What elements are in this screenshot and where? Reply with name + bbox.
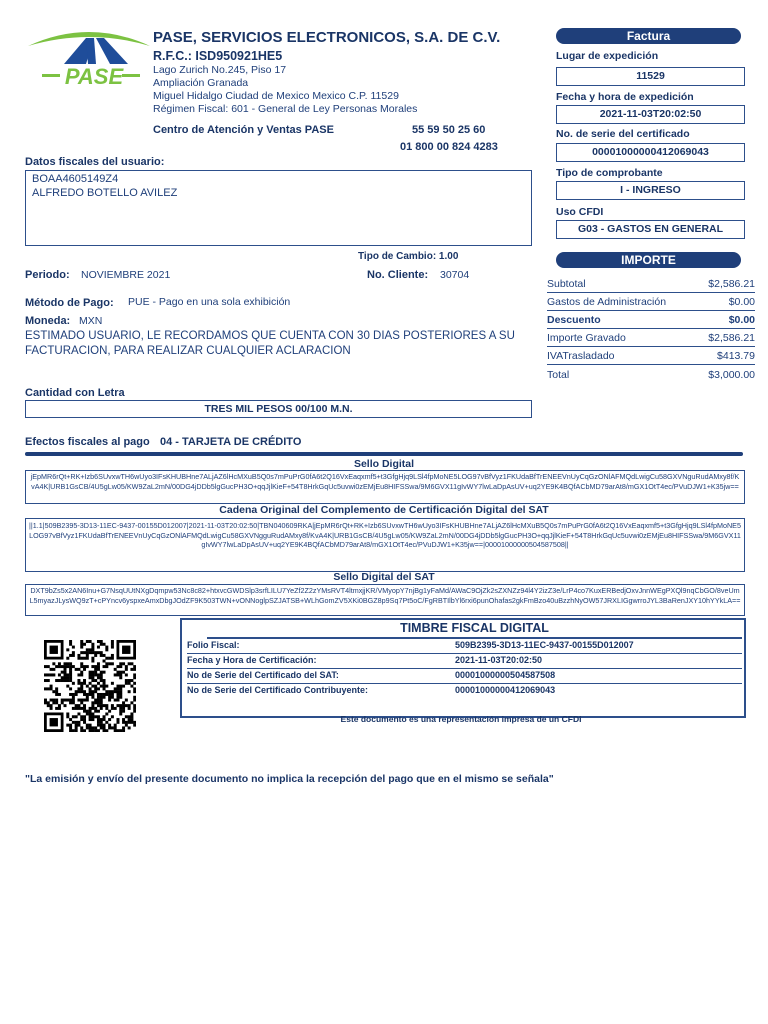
timbre-row [187,668,742,684]
pase-logo [24,24,154,94]
notice-line-1: ESTIMADO USUARIO, LE RECORDAMOS QUE CUENTA CON 30 DIAS POSTERIORES A SU [25,330,515,342]
serie-label: No. de serie del certificado [556,128,690,140]
importe-row-label: Descuento [547,314,601,326]
timbre-row-label: No de Serie del Certificado del SAT: [187,670,339,680]
importe-row-label: Total [547,369,570,381]
importe-row [547,312,755,329]
timbre-row-label: Fecha y Hora de Certificación: [187,655,317,665]
phone-2: 01 800 00 824 4283 [400,141,498,153]
efectos-value: 04 - TARJETA DE CRÉDITO [160,436,302,448]
section-divider [25,452,743,456]
uso-cfdi-label: Uso CFDI [556,206,604,218]
company-address-1: Lago Zurich No.245, Piso 17 [153,64,287,76]
importe-row-label: Importe Gravado [547,332,626,344]
tipo-cambio: Tipo de Cambio: 1.00 [358,251,459,262]
user-name: ALFREDO BOTELLO AVILEZ [32,187,178,199]
timbre-row-value: 00001000000412069043 [455,685,556,695]
cadena-original-text: ||1.1|509B2395-3D13-11EC-9437-00155D012007|2021-11-03T20:02:50|TBN040609RKA|jEpMR6rQt+RK+Izb6SUvxwTH6wUyo3IFsKHUBHne7ALjAZ6lHcMXuB5Q0s7mPuPrG0fA6t2Q16VxEaqxmf5+t3GfgHjq9LSl4fpMoNE5LOG97vBfVyz1FKUdaBfTrENEEVnUyCqGzONlAFMQdLwigCu58GXVNgguRudAMxy8f/KvA4K|URB1GsCB/4U5gLw05/KW9ZaL2mN/00DG4jDDb5lgGucPH3O+qqJjlKieF+54T8HrkGqUc5uvwi0zEMjEu8HIFSSwa/9M6GVX11gIvWY7lwLaDpAsUV+uq2YE9K4BQfACbMD79arAt8/mGX1OtT4ec/PVuDJW1+K35jw==|00001000000504587508|| [25,518,745,572]
importe-row [547,330,755,347]
company-regimen: Régimen Fiscal: 601 - General de Ley Personas Morales [153,103,418,115]
company-rfc: R.F.C.: ISD950921HE5 [153,49,283,63]
efectos-label: Efectos fiscales al pago [25,436,150,448]
importe-row-value: $2,586.21 [708,332,755,344]
timbre-row [187,638,742,654]
cadena-original-title: Cadena Original del Complemento de Certificación Digital del SAT [219,504,549,516]
periodo-value: NOVIEMBRE 2021 [81,269,171,281]
timbre-row [187,653,742,669]
sello-sat-title: Sello Digital del SAT [333,571,435,583]
timbre-row [187,683,742,698]
cliente-label: No. Cliente: [367,269,429,281]
lugar-value: 11529 [556,67,745,86]
sello-digital-text: jEpMR6rQt+RK+Izb6SUvxwTH6wUyo3IFsKHUBHne7ALjAZ6lHcMXuB5Q0s7mPuPrG0fA6t2Q16VxEaqxmf5+t3GfgHjq9LSl4fpMoNE5LOG97vBfVyz1FKUdaBfTrENEEVnUyCqGzONlAFMQdLwigCu58GXVNguRudAMxy8f/KvA4K|URB1GsCB/4U5gLw05/KW9ZaL2mN/00DG4jDDb5lgGucPH3O+qqJjlKieF+54T8HrkGqUc5uvwi0zEMjEu8HIFSSwa/9M6GVX11gIvWY7lwLaDpAsUV+uq2YE9K4BQfACbMD79arAt8/mGX1OtT4ec/PVuDJW1+K35jw== [25,470,745,504]
sello-sat-text: DXT9bZs5x2AN6Inu+G7NsqUUtNXgDqmpw53Nc8c82+htxvcGWDSlp3srfLILU7YeZf2Z2zYMsRVT4ltmxjjKR/VMyopY7njBg1yFaMd/AWaC9OjZk2sZXNZz94l4Y2izZ3e/LrP4co7KuxERBedjOxvJnnWEgPXQl9nqCbGO/8veUmL5myazJLysWQ9zT+cPYncv6yspxeAmxDbgJOdZF9K503TWN+vONNoglpSZJATSB+WLhGomZV5XKi0BGZ8p9Sq7Pt5oC/FgRBTIlbYl6rxi6punOhafas2gkFmBzo40uBzzhNyOW57JRXLIGgwrroJYL3BaRenJXY10hYYkLA== [25,584,745,616]
importe-row-label: IVATrasladado [547,350,615,362]
datos-fiscales-box [25,170,532,246]
metodo-pago-value: PUE - Pago en una sola exhibición [128,296,291,308]
importe-row-total [547,367,755,383]
timbre-row-label: No de Serie del Certificado Contribuyente: [187,685,369,695]
factura-title: Factura [556,28,741,44]
metodo-pago-label: Método de Pago: [25,297,114,309]
phone-1: 55 59 50 25 60 [412,124,486,136]
timbre-row-value: 2021-11-03T20:02:50 [455,655,543,665]
lugar-label: Lugar de expedición [556,50,659,62]
notice-line-2: FACTURACION, PARA REALIZAR CUALQUIER ACLARACION [25,345,351,357]
datos-fiscales-label: Datos fiscales del usuario: [25,156,165,168]
importe-row-value: $413.79 [717,350,755,362]
service-center-label: Centro de Atención y Ventas PASE [153,124,334,136]
footer-disclaimer: "La emisión y envío del presente documento no implica la recepción del pago que en el mismo se señala" [25,773,554,785]
company-address-3: Miguel Hidalgo Ciudad de Mexico Mexico C.P. 11529 [153,90,399,102]
serie-value: 00001000000412069043 [556,143,745,162]
cliente-value: 30704 [440,269,470,281]
sello-digital-title: Sello Digital [353,458,415,470]
importe-row-value: $0.00 [728,296,755,308]
cantidad-value: TRES MIL PESOS 00/100 M.N. [25,400,532,418]
company-address-2: Ampliación Granada [153,77,249,89]
importe-row [547,294,755,311]
tipo-comprobante-label: Tipo de comprobante [556,167,663,179]
moneda-label: Moneda: [25,315,71,327]
timbre-title: TIMBRE FISCAL DIGITAL [207,619,742,639]
importe-title: IMPORTE [556,252,741,268]
cfdi-note: Este documento es una representación impresa de un CFDI [340,714,582,724]
importe-row [547,348,755,365]
fecha-value: 2021-11-03T20:02:50 [556,105,745,124]
importe-row-label: Subtotal [547,278,586,290]
company-name: PASE, SERVICIOS ELECTRONICOS, S.A. DE C.V. [153,29,501,46]
timbre-row-value: 509B2395-3D13-11EC-9437-00155D012007 [455,640,634,650]
timbre-row-value: 00001000000504587508 [455,670,556,680]
user-rfc: BOAA4605149Z4 [32,173,119,185]
cantidad-label: Cantidad con Letra [25,387,125,399]
logo-text: PASE [64,64,124,89]
timbre-row-label: Folio Fiscal: [187,640,240,650]
uso-cfdi-value: G03 - GASTOS EN GENERAL [556,220,745,239]
qr-code [44,640,136,732]
importe-row-label: Gastos de Administración [547,296,667,308]
tipo-comprobante-value: I - INGRESO [556,181,745,200]
importe-row-value: $3,000.00 [708,369,755,381]
periodo-label: Periodo: [25,269,70,281]
importe-row-value: $0.00 [728,314,755,326]
importe-row [547,276,755,293]
fecha-label: Fecha y hora de expedición [556,91,694,103]
moneda-value: MXN [79,315,103,327]
importe-row-value: $2,586.21 [708,278,755,290]
